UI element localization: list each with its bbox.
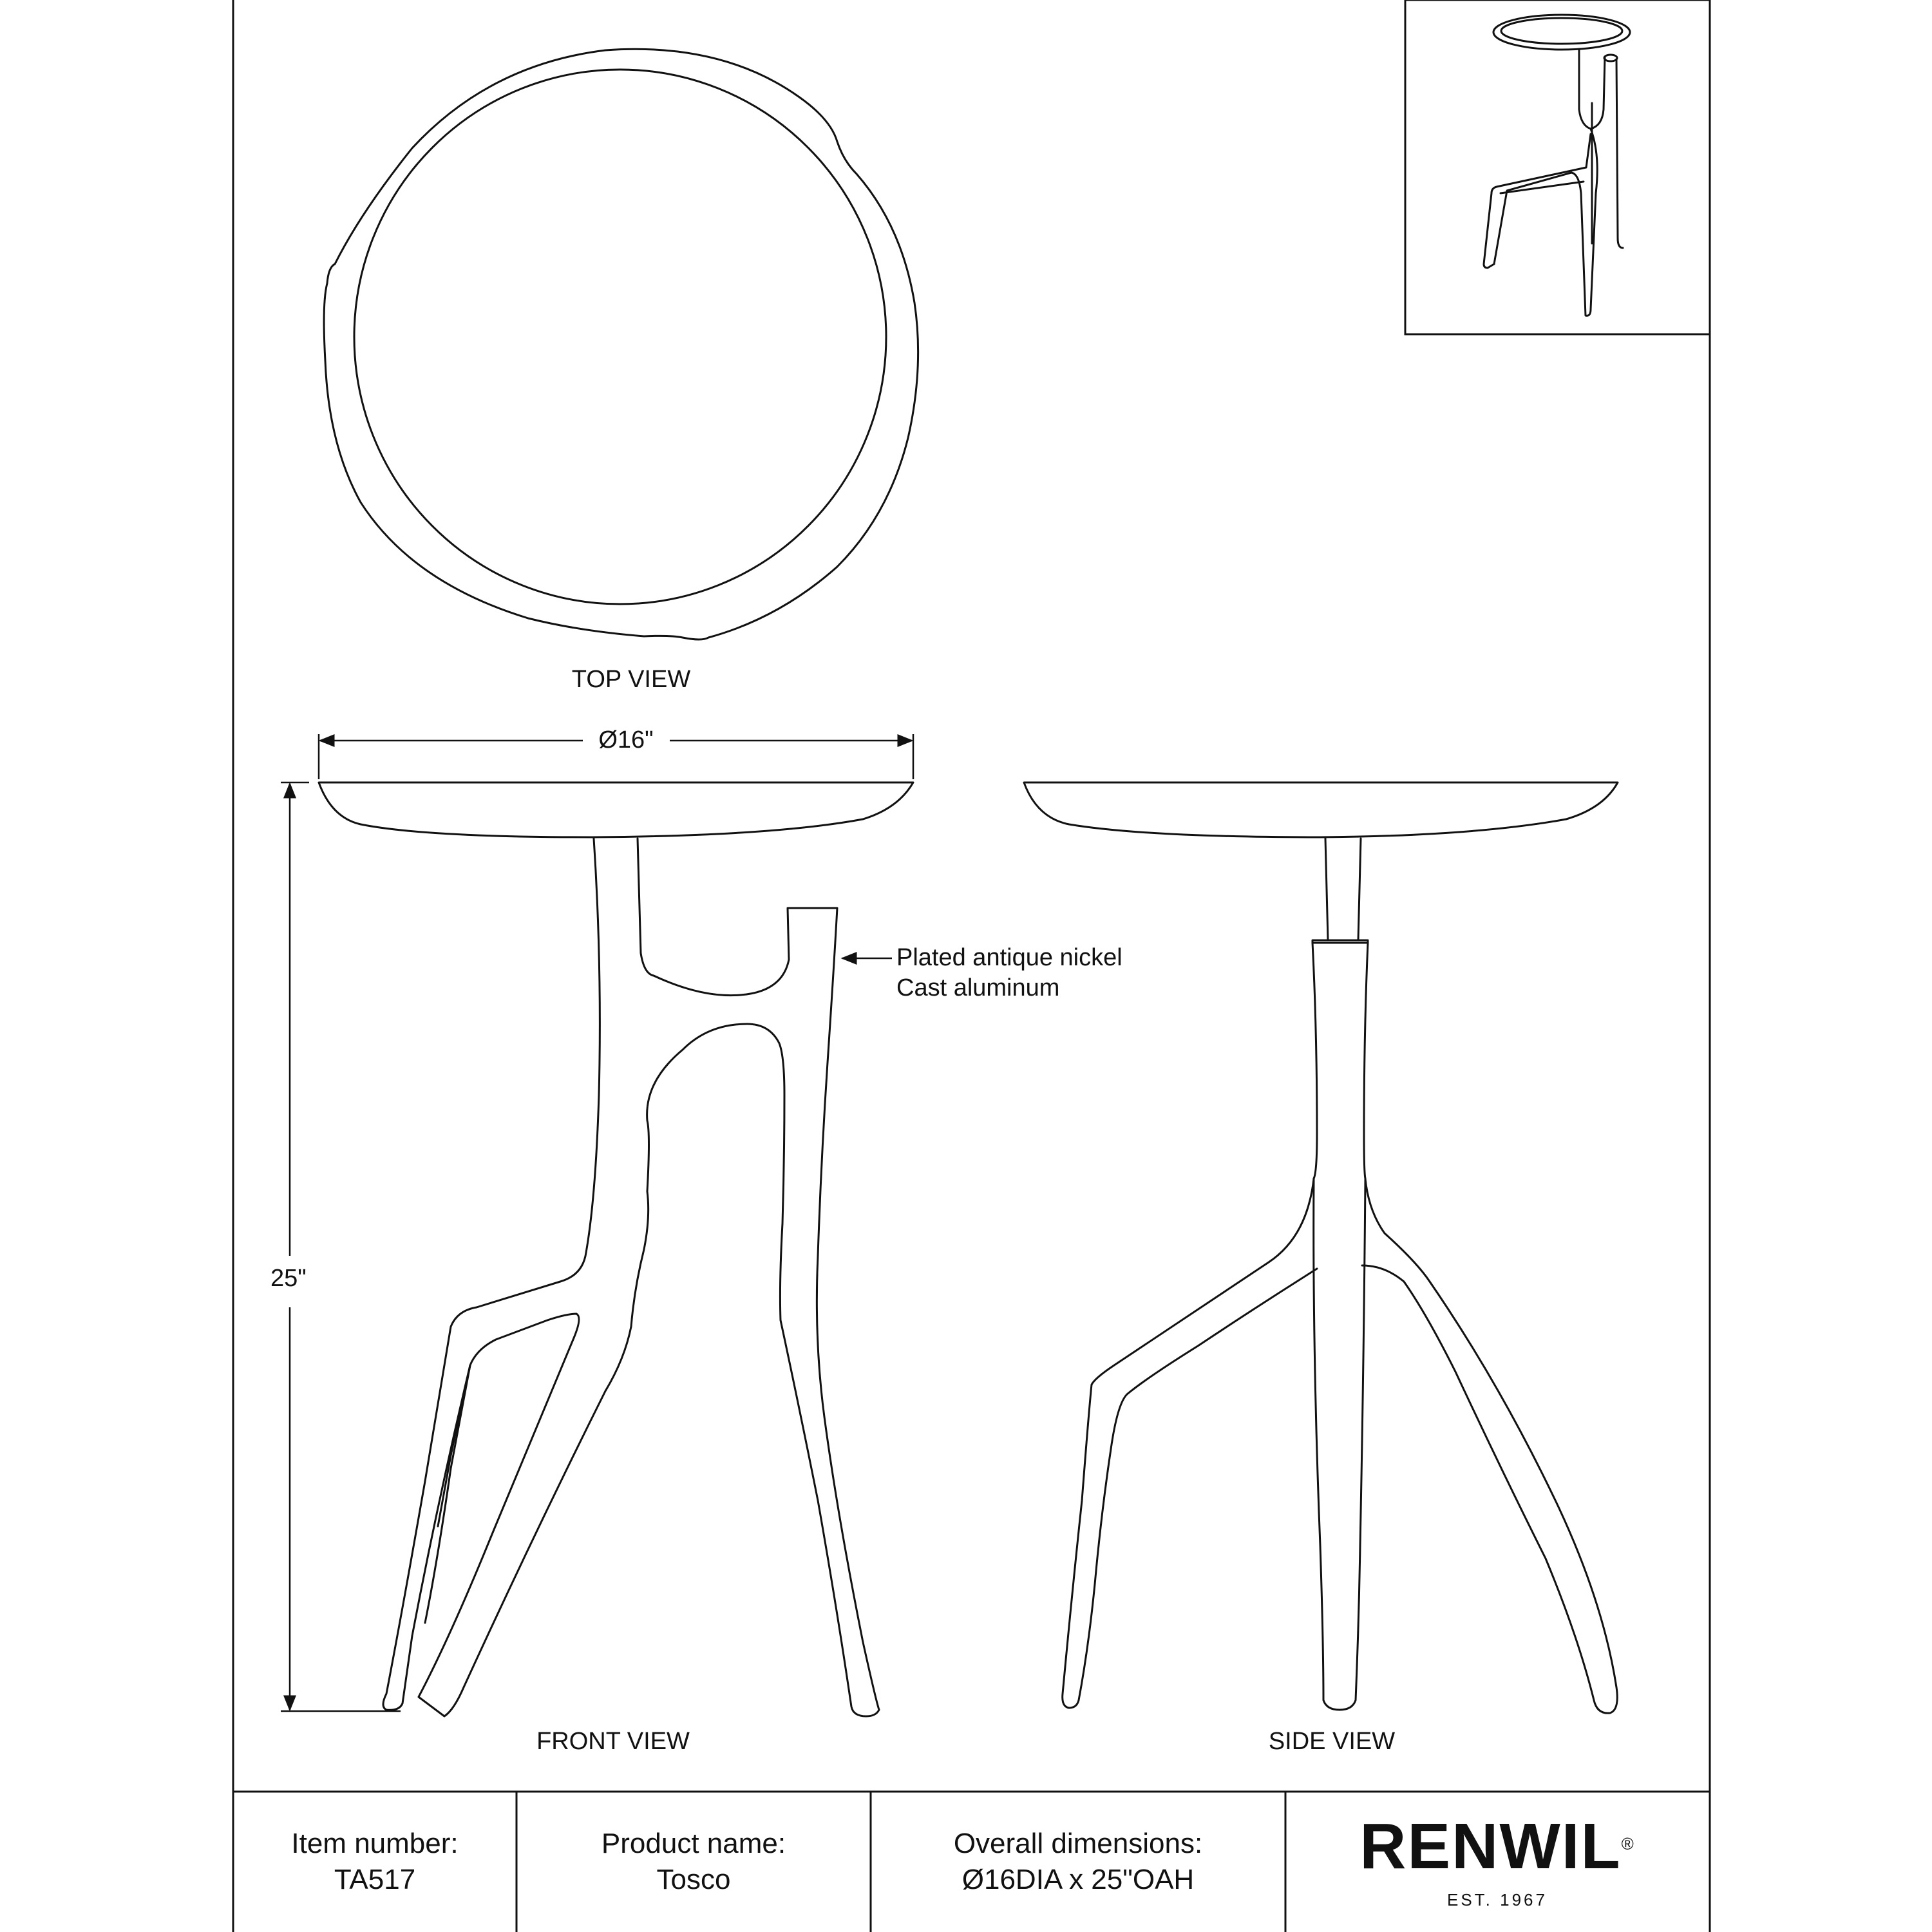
material-base-label: Cast aluminum [896,974,1060,1001]
item-number-cell [233,1792,516,1932]
item-number-label: Item number: [291,1828,459,1859]
front-view-label: FRONT VIEW [536,1728,690,1755]
material-finish-label: Plated antique nickel [896,944,1122,971]
thumbnail-perspective [1484,15,1630,316]
height-dimension-label: 25" [270,1265,307,1292]
logo-name: RENWIL [1359,1810,1622,1882]
overall-dimensions-cell [871,1792,1285,1932]
diameter-dimension-label: Ø16" [598,726,654,753]
product-name-label: Product name: [601,1828,786,1859]
overall-dimensions-value: Ø16DIA x 25"OAH [961,1864,1195,1895]
registered-mark: ® [1621,1833,1635,1853]
logo-tagline: EST. 1967 [1447,1889,1548,1909]
logo-wordmark [1359,1810,1635,1882]
top-view-label: TOP VIEW [571,666,691,693]
renwil-logo [1288,1792,1707,1932]
side-view-drawing [1024,782,1618,1713]
product-name-value: Tosco [656,1864,731,1895]
front-view-drawing [319,782,913,1716]
top-view-drawing [324,49,918,639]
product-name-cell [516,1792,871,1932]
overall-dimensions-label: Overall dimensions: [953,1828,1203,1859]
item-number-value: TA517 [334,1864,416,1895]
side-view-label: SIDE VIEW [1268,1728,1396,1755]
